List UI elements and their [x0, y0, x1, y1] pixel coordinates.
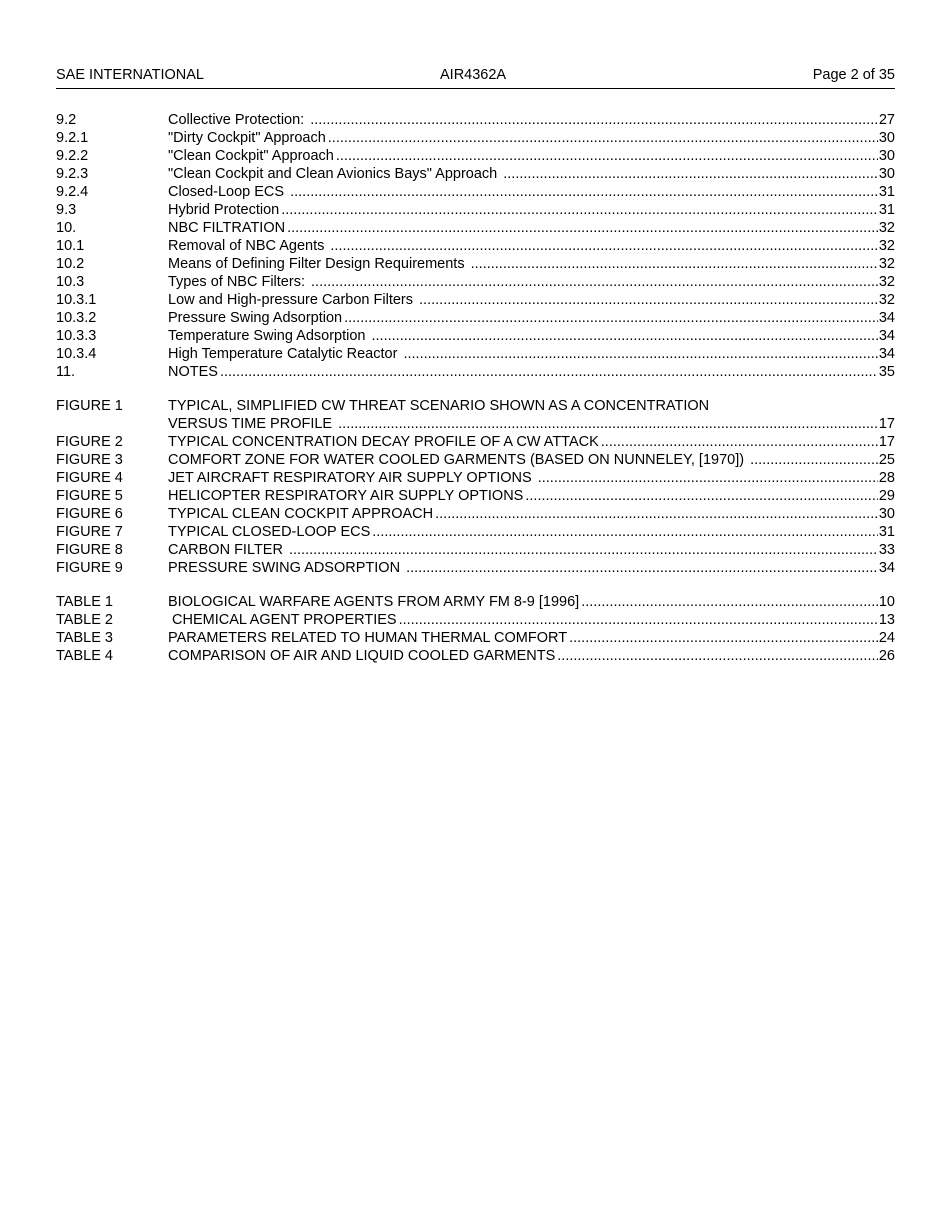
toc-figure-row[interactable] — [56, 559, 895, 577]
toc-entry-line — [168, 611, 895, 629]
toc-section-row[interactable] — [56, 237, 895, 255]
toc-entry-number: FIGURE 4 — [56, 470, 123, 486]
toc-entry-body — [168, 111, 895, 129]
dot-leader — [220, 363, 878, 381]
toc-entry-page-number: 30 — [878, 506, 895, 522]
toc-figure-row[interactable] — [56, 487, 895, 505]
toc-entry-title: TYPICAL CLOSED-LOOP ECS — [168, 524, 371, 540]
toc-entry-line — [168, 647, 895, 665]
toc-entry-number: FIGURE 7 — [56, 524, 123, 540]
toc-section-row[interactable] — [56, 183, 895, 201]
toc-entry-body — [168, 219, 895, 237]
toc-entry-number: 10.1 — [56, 238, 85, 254]
toc-table-row[interactable] — [56, 647, 895, 665]
dot-leader — [750, 451, 878, 469]
toc-entry-line — [168, 273, 895, 291]
toc-entry-body — [168, 629, 895, 647]
toc-entry-title: PRESSURE SWING ADSORPTION — [168, 560, 405, 576]
toc-entry-number: 9.2.4 — [56, 184, 89, 200]
toc-entry-line — [168, 129, 895, 147]
toc-section-row[interactable] — [56, 129, 895, 147]
toc-section-row[interactable] — [56, 273, 895, 291]
toc-entry-body — [168, 201, 895, 219]
toc-section-row[interactable] — [56, 345, 895, 363]
toc-entry-number: FIGURE 3 — [56, 452, 123, 468]
toc-entry-page-number: 29 — [878, 488, 895, 504]
toc-entry-number: TABLE 2 — [56, 612, 113, 628]
toc-table-row[interactable] — [56, 629, 895, 647]
toc-entry-title: "Clean Cockpit" Approach — [168, 148, 334, 164]
dot-leader — [525, 487, 878, 505]
toc-entry-number: FIGURE 6 — [56, 506, 123, 522]
toc-entry-title: TYPICAL CLEAN COCKPIT APPROACH — [168, 506, 434, 522]
toc-figures — [56, 397, 895, 577]
toc-entry-number: TABLE 4 — [56, 648, 113, 664]
toc-entry-line — [168, 523, 895, 541]
toc-entry-number: 9.2.1 — [56, 130, 89, 146]
toc-entry-body — [168, 183, 895, 201]
toc-entry-line — [168, 629, 895, 647]
toc-entry-line — [168, 327, 895, 345]
toc-section-row[interactable] — [56, 327, 895, 345]
dot-leader — [557, 647, 878, 665]
toc-entry-page-number: 17 — [878, 434, 895, 450]
dot-leader — [290, 183, 878, 201]
toc-entry-title: NOTES — [168, 364, 218, 380]
dot-leader — [601, 433, 878, 451]
dot-leader — [538, 469, 878, 487]
toc-entry-number: TABLE 3 — [56, 630, 113, 646]
toc-entry-page-number: 32 — [878, 274, 895, 290]
toc-entry-number: 9.2 — [56, 112, 77, 128]
dot-leader — [311, 273, 878, 291]
toc-entry-page-number: 25 — [878, 452, 895, 468]
toc-entry-title: Temperature Swing Adsorption — [168, 328, 370, 344]
toc-entry-line — [168, 593, 895, 611]
toc-section-row[interactable] — [56, 309, 895, 327]
toc-entry-number: FIGURE 8 — [56, 542, 123, 558]
toc-entry-page-number: 33 — [878, 542, 895, 558]
toc-entry-number: 11. — [56, 364, 76, 380]
toc-entry-line — [168, 201, 895, 219]
toc-entry-page-number: 17 — [878, 416, 895, 432]
toc-entry-title: COMPARISON OF AIR AND LIQUID COOLED GARMENTS — [168, 648, 556, 664]
toc-entry-page-number: 31 — [878, 184, 895, 200]
dot-leader — [372, 523, 878, 541]
toc-entry-line — [168, 487, 895, 505]
dot-leader — [344, 309, 878, 327]
dot-leader — [471, 255, 878, 273]
toc-entry-body — [168, 487, 895, 505]
toc-entry-body — [168, 505, 895, 523]
toc-entry-body — [168, 433, 895, 451]
toc-table-row[interactable] — [56, 611, 895, 629]
toc-entry-page-number: 34 — [878, 310, 895, 326]
toc-entry-body — [168, 397, 895, 433]
toc-entry-line — [168, 415, 895, 433]
toc-entry-body — [168, 469, 895, 487]
toc-entry-body — [168, 291, 895, 309]
toc-section-row[interactable] — [56, 363, 895, 381]
toc-entry-title: Types of NBC Filters: — [168, 274, 310, 290]
toc-entry-title: COMFORT ZONE FOR WATER COOLED GARMENTS (BASED ON NUNNELEY, [1970]) — [168, 452, 749, 468]
toc-entry-title: NBC FILTRATION — [168, 220, 286, 236]
toc-entry-page-number: 30 — [878, 130, 895, 146]
toc-entry-title: Closed-Loop ECS — [168, 184, 289, 200]
toc-entry-number: 10.3 — [56, 274, 85, 290]
toc-entry-title: JET AIRCRAFT RESPIRATORY AIR SUPPLY OPTIONS — [168, 470, 536, 486]
toc-entry-body — [168, 541, 895, 559]
toc-entry-page-number: 31 — [878, 524, 895, 540]
dot-leader — [581, 593, 878, 611]
toc-entry-body — [168, 611, 895, 629]
toc-entry-page-number: 32 — [878, 220, 895, 236]
toc-entry-number: FIGURE 2 — [56, 434, 123, 450]
header-organization: SAE INTERNATIONAL — [56, 67, 204, 83]
toc-entry-title: Hybrid Protection — [168, 202, 280, 218]
toc-entry-body — [168, 345, 895, 363]
toc-entry-page-number: 34 — [878, 328, 895, 344]
toc-entry-line — [168, 147, 895, 165]
toc-entry-body — [168, 327, 895, 345]
dot-leader — [310, 111, 878, 129]
toc-entry-title: BIOLOGICAL WARFARE AGENTS FROM ARMY FM 8-9 [1996] — [168, 594, 580, 610]
toc-entry-line — [168, 291, 895, 309]
toc-entry-number: TABLE 1 — [56, 594, 113, 610]
toc-entry-title: VERSUS TIME PROFILE — [168, 416, 337, 432]
toc-entry-body — [168, 593, 895, 611]
toc-entry-line — [168, 255, 895, 273]
toc-entry-line — [168, 237, 895, 255]
toc-entry-page-number: 28 — [878, 470, 895, 486]
toc-entry-line — [168, 505, 895, 523]
toc-entry-line — [168, 111, 895, 129]
toc-entry-page-number: 27 — [878, 112, 895, 128]
toc-entry-body — [168, 451, 895, 469]
toc-figure-row[interactable] — [56, 523, 895, 541]
dot-leader — [372, 327, 878, 345]
toc-section-row[interactable] — [56, 255, 895, 273]
toc-entry-title: "Clean Cockpit and Clean Avionics Bays" Approach — [168, 166, 502, 182]
toc-entry-title: High Temperature Catalytic Reactor — [168, 346, 402, 362]
toc-entry-page-number: 35 — [878, 364, 895, 380]
toc-figure-row[interactable] — [56, 541, 895, 559]
toc-entry-title: CHEMICAL AGENT PROPERTIES — [168, 612, 397, 628]
dot-leader — [435, 505, 878, 523]
toc-entry-body — [168, 147, 895, 165]
toc-tables — [56, 593, 895, 665]
toc-entry-line — [168, 433, 895, 451]
toc-entry-page-number: 13 — [878, 612, 895, 628]
dot-leader — [330, 237, 877, 255]
dot-leader — [399, 611, 878, 629]
toc-entry-body — [168, 255, 895, 273]
toc-entry-title: Pressure Swing Adsorption — [168, 310, 343, 326]
dot-leader — [569, 629, 878, 647]
dot-leader — [287, 219, 878, 237]
toc-entry-body — [168, 309, 895, 327]
toc-entry-line — [168, 219, 895, 237]
dot-leader — [503, 165, 878, 183]
toc-entry-title: Means of Defining Filter Design Requirements — [168, 256, 469, 272]
toc-entry-page-number: 32 — [878, 238, 895, 254]
toc-figure-row[interactable] — [56, 469, 895, 487]
toc-entry-line — [168, 183, 895, 201]
toc-entry-number: 10. — [56, 220, 77, 236]
toc-entry-body — [168, 237, 895, 255]
toc-entry-body — [168, 523, 895, 541]
dot-leader — [328, 129, 878, 147]
toc-entry-line — [168, 451, 895, 469]
toc-entry-page-number: 24 — [878, 630, 895, 646]
toc-entry-body — [168, 559, 895, 577]
toc-entry-page-number: 10 — [878, 594, 895, 610]
dot-leader — [336, 147, 878, 165]
header-document-number: AIR4362A — [440, 67, 507, 83]
dot-leader — [338, 415, 878, 433]
toc-entry-title: CARBON FILTER — [168, 542, 287, 558]
toc-figure-row[interactable] — [56, 451, 895, 469]
toc-entry-number: 10.2 — [56, 256, 85, 272]
toc-entry-page-number: 34 — [878, 346, 895, 362]
toc-figure-row[interactable] — [56, 433, 895, 451]
toc-entry-page-number: 26 — [878, 648, 895, 664]
toc-entry-page-number: 30 — [878, 148, 895, 164]
toc-entry-page-number: 32 — [878, 292, 895, 308]
toc-entry-number: 10.3.3 — [56, 328, 97, 344]
toc-entry-title: Collective Protection: — [168, 112, 309, 128]
toc-section-row[interactable] — [56, 201, 895, 219]
toc-section-row[interactable] — [56, 219, 895, 237]
header-page-number: Page 2 of 35 — [812, 67, 895, 83]
toc-entry-number: FIGURE 1 — [56, 398, 123, 414]
toc-entry-number: 10.3.1 — [56, 292, 97, 308]
toc-entry-number: 9.2.2 — [56, 148, 89, 164]
toc-entry-page-number: 30 — [878, 166, 895, 182]
toc-section-row[interactable] — [56, 165, 895, 183]
toc-entry-number: 10.3.4 — [56, 346, 97, 362]
toc-entry-title: PARAMETERS RELATED TO HUMAN THERMAL COMFORT — [168, 630, 568, 646]
toc-entry-number: 10.3.2 — [56, 310, 97, 326]
dot-leader — [406, 559, 878, 577]
toc-entry-title: "Dirty Cockpit" Approach — [168, 130, 326, 146]
toc-entry-body — [168, 129, 895, 147]
toc-section-row[interactable] — [56, 147, 895, 165]
toc-entry-title: Removal of NBC Agents — [168, 238, 329, 254]
toc-entry-number: 9.2.3 — [56, 166, 89, 182]
toc-entry-body — [168, 363, 895, 381]
dot-leader — [403, 345, 877, 363]
toc-entry-page-number: 32 — [878, 256, 895, 272]
toc-entry-number: FIGURE 5 — [56, 488, 123, 504]
toc-entry-body — [168, 647, 895, 665]
toc-section-row[interactable] — [56, 291, 895, 309]
toc-entry-page-number: 31 — [878, 202, 895, 218]
toc-entry-title: HELICOPTER RESPIRATORY AIR SUPPLY OPTIONS — [168, 488, 524, 504]
toc-entry-number: FIGURE 9 — [56, 560, 123, 576]
toc-entry-line — [168, 309, 895, 327]
toc-entry-line — [168, 345, 895, 363]
toc-entry-line — [168, 363, 895, 381]
toc-entry-line — [168, 165, 895, 183]
toc-entry-number: 9.3 — [56, 202, 77, 218]
toc-entry-line — [168, 541, 895, 559]
toc-entry-body — [168, 273, 895, 291]
toc-section-row[interactable] — [56, 111, 895, 129]
dot-leader — [419, 291, 878, 309]
page-header — [56, 67, 895, 89]
toc-entry-title: Low and High-pressure Carbon Filters — [168, 292, 418, 308]
toc-entry-title-line1: TYPICAL, SIMPLIFIED CW THREAT SCENARIO SHOWN AS A CONCENTRATION — [168, 398, 710, 414]
toc-table-row[interactable] — [56, 593, 895, 611]
toc-entry-body — [168, 165, 895, 183]
toc-entry-title: TYPICAL CONCENTRATION DECAY PROFILE OF A CW ATTACK — [168, 434, 599, 450]
toc-figure-row[interactable] — [56, 397, 895, 433]
toc-entry-line — [168, 469, 895, 487]
toc-sections — [56, 111, 895, 381]
dot-leader — [289, 541, 878, 559]
toc-entry-page-number: 34 — [878, 560, 895, 576]
toc-figure-row[interactable] — [56, 505, 895, 523]
toc-entry-line — [168, 559, 895, 577]
dot-leader — [281, 201, 878, 219]
